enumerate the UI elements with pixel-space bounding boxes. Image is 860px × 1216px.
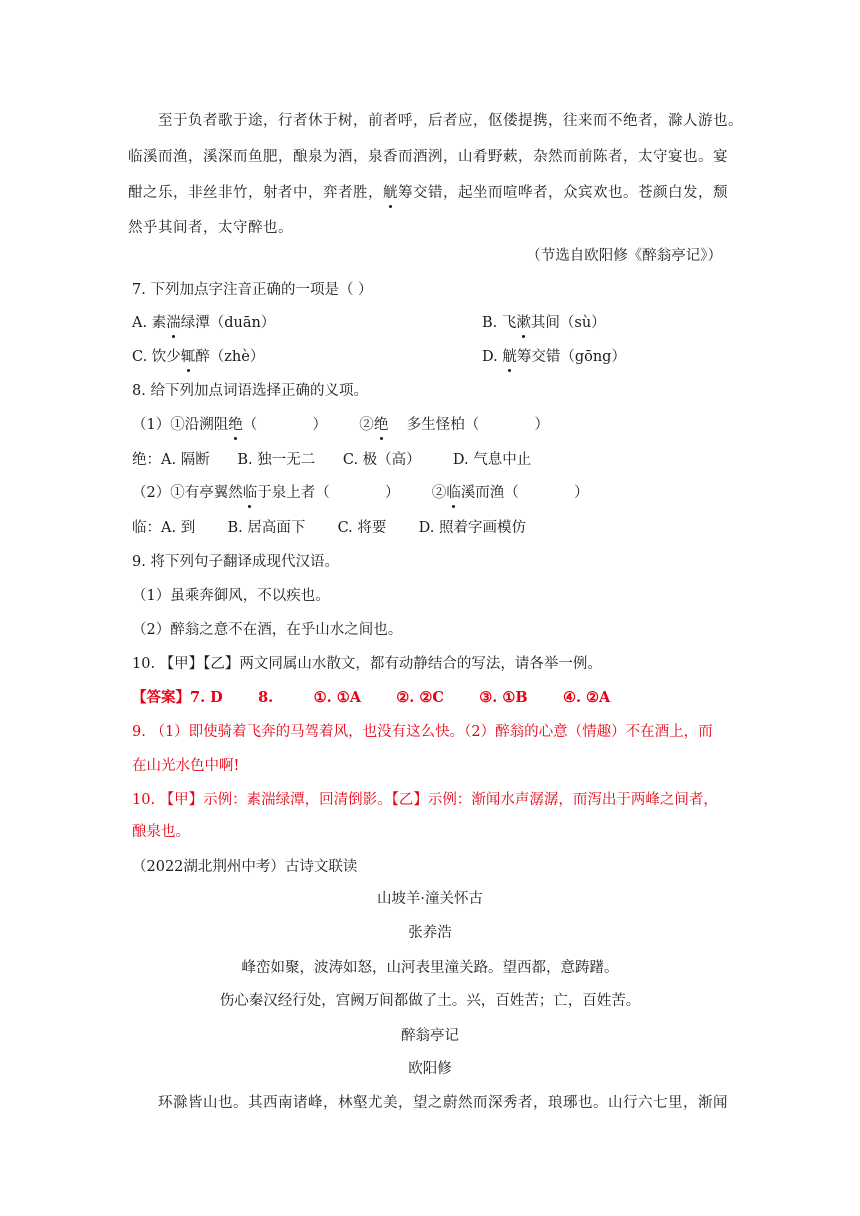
- q8-p1-a: （1）①沿溯阻: [132, 417, 229, 433]
- poem-title: 山坡羊·潼关怀古: [376, 891, 484, 907]
- poem-line-1: 峰峦如聚，波涛如怒，山河表里潼关路。望西都，意踌躇。: [241, 960, 619, 976]
- q7-b-post: 其间（sù）: [530, 315, 606, 331]
- dotted-char: 临: [446, 485, 461, 501]
- dotted-char: 漱: [516, 315, 531, 331]
- q7-c-post: 醉（zhè）: [195, 349, 265, 365]
- q7-d-post: 筹交错（gōng）: [516, 349, 626, 365]
- q8-part-1: [132, 415, 549, 435]
- dotted-char: 湍: [166, 315, 181, 331]
- section-heading: （2022湖北荆州中考）古诗文联读: [132, 859, 358, 875]
- prose-line-1: 环滁皆山也。其西南诸峰，林壑尤美，望之蔚然而深秀者，琅琊也。山行六七里，渐闻: [158, 1095, 728, 1111]
- passage-source: （节选自欧阳修《醉翁亭记》）: [526, 248, 722, 264]
- q7-option-a: [132, 313, 275, 333]
- q8-stem: 8. 给下列加点词语选择正确的义项。: [132, 383, 368, 399]
- prose-author: 欧阳修: [408, 1061, 452, 1077]
- q8-p2-c: 溪而渔（ ）: [460, 485, 589, 501]
- dotted-char: 觥: [383, 185, 398, 201]
- dotted-char: 绝: [228, 417, 243, 433]
- q10-stem: 10. 【甲】【乙】两文同属山水散文，都有动静结合的写法，请各举一例。: [132, 656, 602, 672]
- passage-line-2: 临溪而渔，溪深而鱼肥，酿泉为酒，泉香而酒洌，山肴野蔌，杂然而前陈者，太守宴也。宴: [128, 149, 728, 165]
- q9-stem: 9. 将下列句子翻译成现代汉语。: [132, 554, 339, 570]
- q8-p1-b: （ ） ②: [242, 417, 374, 433]
- passage-line-3-a: 酣之乐，非丝非竹，射者中，弈者胜，: [128, 185, 383, 201]
- prose-title: 醉翁亭记: [401, 1028, 459, 1044]
- q8-p1-c: 多生怪柏（ ）: [388, 417, 550, 433]
- q7-d-pre: D.: [482, 349, 503, 365]
- q8-jue-options: 绝：A. 隔断 B. 独一无二 C. 极（高） D. 气息中止: [132, 452, 532, 468]
- q8-part-2: [132, 483, 589, 503]
- passage-line-1: 至于负者歌于途，行者休于树，前者呼，后者应，伛偻提携，往来而不绝者，滁人游也。: [158, 113, 743, 129]
- q7-option-b: [482, 313, 606, 333]
- answer-line-1: 【答案】7. D 8. ①. ①A ②. ②C ③. ①B ④. ②A: [132, 689, 611, 706]
- q7-stem: 7. 下列加点字注音正确的一项是（ ）: [132, 282, 373, 298]
- answer-line-4: 10. 【甲】示例：素湍绿潭，回清倒影。【乙】示例：渐闻水声潺潺，而泻出于两峰之间者，: [132, 792, 718, 808]
- q8-p2-a: （2）①有亭翼然: [132, 485, 243, 501]
- q8-lin-options: 临：A. 到 B. 居高面下 C. 将要 D. 照着字画模仿: [132, 520, 526, 536]
- answer-line-2: 9. （1）即使骑着飞奔的马驾着风，也没有这么快。（2）醉翁的心意（情趣）不在酒上，而: [132, 724, 713, 740]
- q7-a-pre: A. 素: [132, 315, 167, 331]
- poem-author: 张养浩: [408, 925, 452, 941]
- q8-p2-b: 于泉上者（ ） ②: [257, 485, 447, 501]
- poem-line-2: 伤心秦汉经行处，宫阙万间都做了土。兴，百姓苦；亡，百姓苦。: [219, 993, 641, 1009]
- answer-line-3: 在山光水色中啊!: [132, 758, 240, 774]
- passage-line-3: [128, 183, 728, 203]
- q7-b-pre: B. 飞: [482, 315, 517, 331]
- q7-c-pre: C. 饮少: [132, 349, 181, 365]
- dotted-char: 临: [242, 485, 258, 501]
- q9-sentence-1: （1）虽乘奔御风，不以疾也。: [132, 588, 330, 604]
- passage-line-3-b: 筹交错，起坐而喧哗者，众宾欢也。苍颜白发，颓: [398, 185, 728, 201]
- q7-option-d: [482, 347, 626, 367]
- passage-line-4: 然乎其间者，太守醉也。: [128, 220, 293, 236]
- q7-option-c: [132, 347, 264, 367]
- dotted-char: 辄: [180, 349, 196, 365]
- dotted-char: 绝: [373, 417, 389, 433]
- dotted-char: 觥: [502, 349, 517, 365]
- q7-a-post: 绿潭（duān）: [180, 315, 276, 331]
- q9-sentence-2: （2）醉翁之意不在酒，在乎山水之间也。: [132, 622, 403, 638]
- answer-line-5: 酿泉也。: [132, 824, 190, 840]
